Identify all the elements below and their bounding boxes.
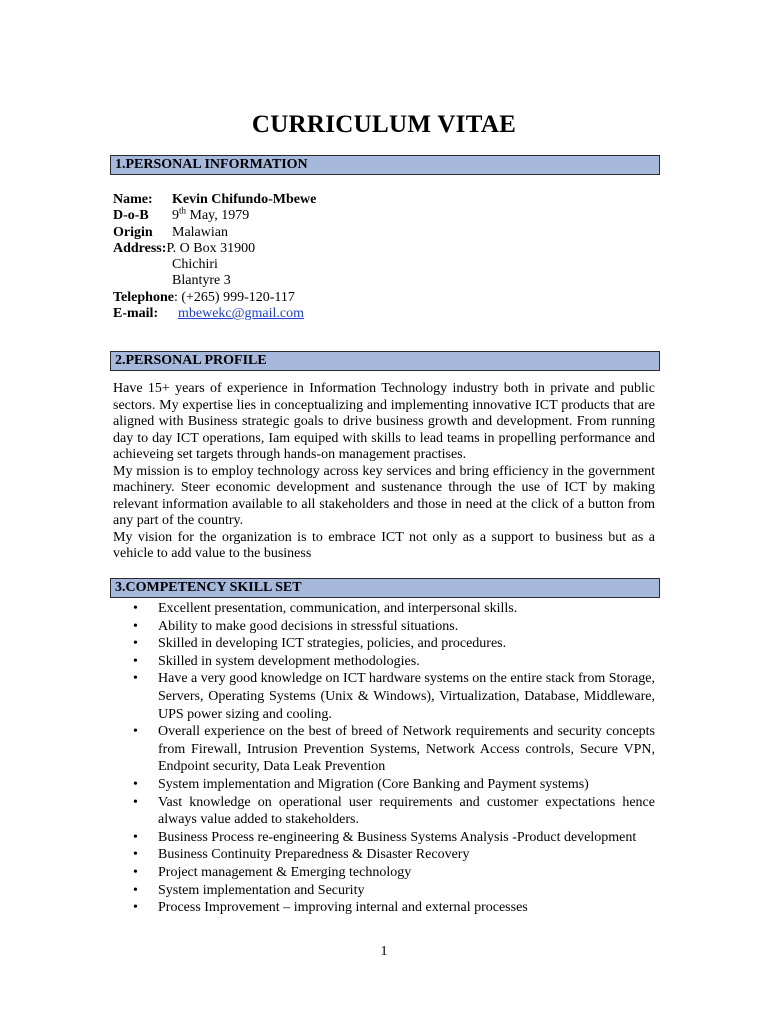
skill-item bbox=[113, 882, 655, 900]
skill-text: Excellent presentation, communication, and interpersonal skills. bbox=[158, 601, 518, 616]
email-row bbox=[113, 306, 316, 322]
mission-paragraph: My mission is to employ technology across key services and bring efficiency in the government machinery. Steer economic development and sustenance through the use of ICT by making relevant information available to all stakeholders and those in need at the click of a button from any part of the country. bbox=[113, 463, 655, 528]
name-value: Kevin Chifundo-Mbewe bbox=[172, 192, 317, 207]
section-header-personal-profile: 2.PERSONAL PROFILE bbox=[110, 351, 660, 371]
personal-information-block bbox=[113, 192, 316, 322]
skill-text: Process Improvement – improving internal and external processes bbox=[158, 900, 528, 916]
skill-item bbox=[113, 794, 655, 829]
document-title: CURRICULUM VITAE bbox=[251, 111, 517, 138]
section-header-competency-skill-set: 3.COMPETENCY SKILL SET bbox=[110, 578, 660, 598]
bullet-icon: • bbox=[133, 847, 138, 863]
skill-text: Overall experience on the best of breed of Network requirements and security concepts from Firewall, Intrusion Prevention Systems, Network Access controls, Secure VPN, Endpoint security, Data Leak Prevention bbox=[158, 724, 655, 775]
skill-text: Skilled in developing ICT strategies, policies, and procedures. bbox=[158, 636, 507, 652]
skill-item bbox=[113, 864, 655, 882]
origin-value: Malawian bbox=[172, 224, 228, 240]
skills-list bbox=[113, 600, 655, 917]
bullet-icon: • bbox=[133, 618, 138, 634]
bullet-icon: • bbox=[133, 671, 138, 687]
origin-row bbox=[113, 225, 316, 241]
skill-text: Ability to make good decisions in stressful situations. bbox=[158, 618, 459, 634]
bullet-icon: • bbox=[133, 653, 138, 669]
skill-text: System implementation and Migration (Core Banking and Payment systems) bbox=[158, 776, 589, 792]
dob-row bbox=[113, 205, 316, 224]
skill-text: Business Process re-engineering & Business Systems Analysis -Product development bbox=[158, 829, 637, 845]
dob-label: D-o-B bbox=[113, 208, 149, 224]
address-line-1: P. O Box 31900 bbox=[166, 240, 256, 256]
telephone-value: (+265) 999-120-117 bbox=[181, 289, 295, 305]
skill-text: Project management & Emerging technology bbox=[158, 864, 412, 880]
skill-item bbox=[113, 635, 655, 653]
skill-text: Have a very good knowledge on ICT hardware systems on the entire stack from Storage, Servers, Operating Systems (Unix & Windows), Virtualization, Database, Middleware, UPS power sizing and cooling. bbox=[158, 671, 655, 722]
bullet-icon: • bbox=[133, 900, 138, 916]
bullet-icon: • bbox=[133, 724, 138, 740]
name-label: Name: bbox=[113, 192, 153, 207]
bullet-icon: • bbox=[133, 794, 138, 810]
skill-item bbox=[113, 899, 655, 917]
section-header-personal-information: 1.PERSONAL INFORMATION bbox=[110, 155, 660, 175]
bullet-icon: • bbox=[133, 601, 138, 616]
bullet-icon: • bbox=[133, 829, 138, 845]
bullet-icon: • bbox=[133, 776, 138, 792]
address-label: Address: bbox=[113, 240, 167, 256]
skill-item bbox=[113, 829, 655, 847]
personal-profile-text bbox=[113, 381, 655, 563]
vision-paragraph: My vision for the organization is to embrace ICT not only as a support to business but as a vehicle to add value to the business bbox=[113, 529, 655, 561]
skill-item bbox=[113, 846, 655, 864]
skill-item bbox=[113, 618, 655, 636]
dob-value: 9th May, 1979 bbox=[172, 205, 250, 224]
skill-item bbox=[113, 653, 655, 671]
skill-item bbox=[113, 723, 655, 776]
skill-item bbox=[113, 600, 655, 618]
bullet-icon: • bbox=[133, 882, 138, 898]
email-label: E-mail: bbox=[113, 306, 159, 322]
email-link[interactable]: mbewekc@gmail.com bbox=[178, 306, 305, 322]
bullet-icon: • bbox=[133, 636, 138, 652]
skill-item bbox=[113, 670, 655, 723]
skill-item bbox=[113, 776, 655, 794]
skill-text: Business Continuity Preparedness & Disaster Recovery bbox=[158, 847, 470, 863]
address-line-2: Chichiri bbox=[172, 257, 218, 273]
telephone-row: Telephone: (+265) 999-120-117 bbox=[113, 289, 295, 305]
origin-label: Origin bbox=[113, 224, 153, 240]
telephone-label: Telephone bbox=[113, 289, 174, 305]
page-number: 1 bbox=[380, 944, 388, 959]
address-line-3: Blantyre 3 bbox=[172, 273, 231, 289]
address-row bbox=[113, 241, 316, 257]
name-row bbox=[113, 192, 316, 208]
bullet-icon: • bbox=[133, 864, 138, 880]
profile-paragraph: Have 15+ years of experience in Information Technology industry both in private and public sectors. My expertise lies in conceptualizing and implementing innovative ICT products that are aligned with Business strategic goals to drive business growth and development. From running day to day ICT operations, Iam equiped with skills to lead teams in propelling performance and achieveing set targets through hands-on management practises. bbox=[113, 381, 655, 462]
skill-text: Vast knowledge on operational user requirements and customer expectations hence always value added to stakeholders. bbox=[158, 794, 655, 828]
skill-text: System implementation and Security bbox=[158, 882, 365, 898]
skill-text: Skilled in system development methodologies. bbox=[158, 653, 420, 669]
